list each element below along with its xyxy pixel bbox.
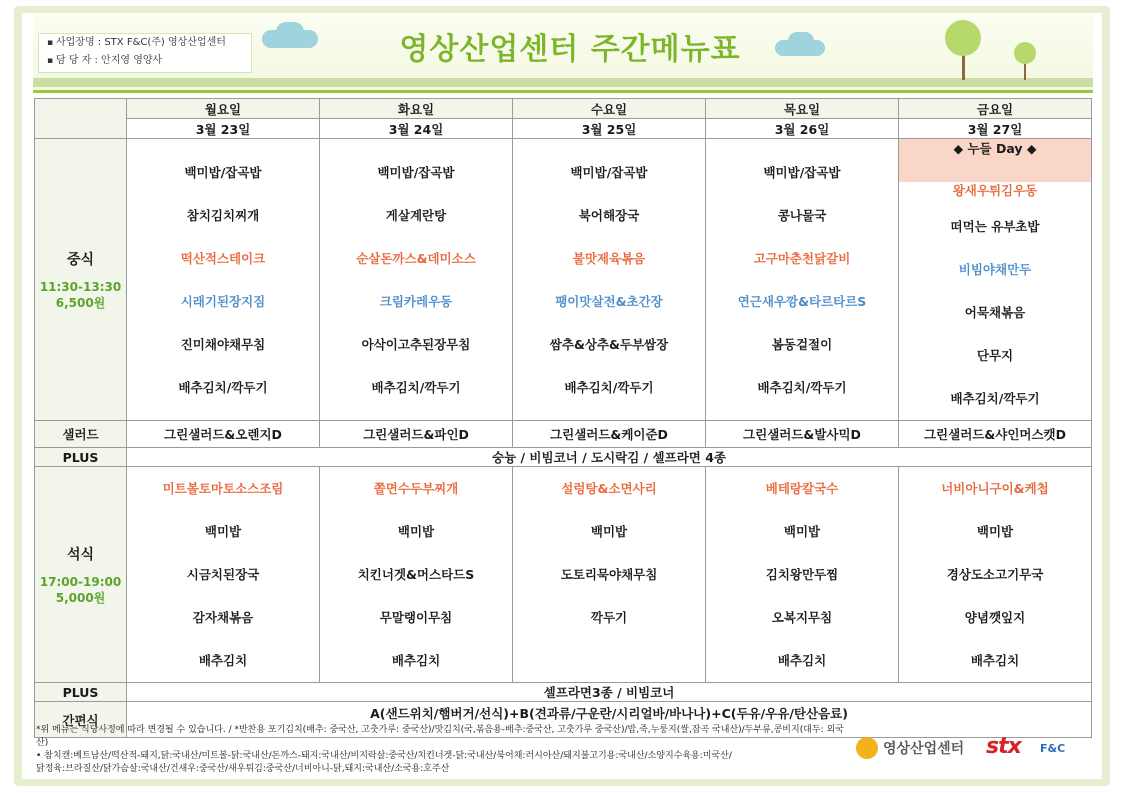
manager-label: ▪ 담 당 자 : 안지영 영양사 bbox=[47, 52, 251, 70]
dinner-mon bbox=[127, 467, 320, 683]
salad-item: 그린샐러드&파인D bbox=[320, 421, 513, 448]
menu-item: 떠먹는 유부초밥 bbox=[950, 219, 1040, 234]
lunch-mon bbox=[127, 139, 320, 421]
menu-item: 백미밥/잡곡밥 bbox=[763, 164, 841, 180]
menu-item: 배추김치/깍두기 bbox=[371, 379, 461, 395]
plus-label: PLUS bbox=[35, 683, 127, 702]
menu-item: 깍두기 bbox=[590, 610, 628, 625]
day-header: 수요일 bbox=[513, 99, 706, 119]
menu-item: 콩나물국 bbox=[777, 207, 827, 223]
day-header: 월요일 bbox=[127, 99, 320, 119]
menu-item: 백미밥 bbox=[204, 524, 242, 539]
menu-item: 설렁탕&소면사리 bbox=[561, 481, 657, 496]
salad-item: 그린샐러드&오렌지D bbox=[127, 421, 320, 448]
dinner-thu bbox=[706, 467, 899, 683]
menu-item: 양념깻잎지 bbox=[964, 610, 1026, 625]
day-header: 화요일 bbox=[320, 99, 513, 119]
lunch-price: 6,500원 bbox=[55, 295, 106, 310]
footnote-line: 닭정육:브라질산/닭가슴살:국내산/건새우:중국산/새우튀김:중국산/너비아니-닭,돼지:국내산/소국용:호주산 bbox=[36, 764, 450, 774]
menu-item: 배추김치/깍두기 bbox=[757, 379, 847, 395]
date-header: 3월 26일 bbox=[706, 119, 899, 139]
header-grass bbox=[33, 78, 1093, 87]
dinner-wed bbox=[513, 467, 706, 683]
salad-label: 샐러드 bbox=[35, 421, 127, 448]
lunch-fri bbox=[899, 139, 1092, 421]
menu-item: 오복지무침 bbox=[771, 610, 833, 625]
menu-item: 아삭이고추된장무침 bbox=[361, 336, 471, 352]
lunch-time: 11:30-13:30 bbox=[39, 279, 122, 294]
menu-item: 배추김치/깍두기 bbox=[564, 379, 654, 395]
menu-table bbox=[34, 98, 1092, 738]
info-box bbox=[38, 33, 252, 73]
corner-cell bbox=[35, 99, 127, 139]
menu-item: 쫄면수두부찌개 bbox=[373, 481, 459, 496]
dinner-price: 5,000원 bbox=[55, 590, 106, 605]
menu-item: 시래기된장지짐 bbox=[180, 293, 266, 309]
center-logo-text: 영상산업센터 bbox=[883, 741, 965, 757]
menu-item: 너비아니구이&케첩 bbox=[941, 481, 1049, 496]
noodle-day-badge: ◆ 누들 Day ◆ bbox=[899, 139, 1091, 182]
date-header: 3월 24일 bbox=[320, 119, 513, 139]
menu-item: 치킨너겟&머스타드S bbox=[357, 567, 475, 582]
center-logo-icon bbox=[856, 737, 878, 759]
menu-item: 미트볼토마토소스조림 bbox=[162, 481, 284, 496]
plus-items: 셀프라면3종 / 비빔코너 bbox=[127, 683, 1092, 702]
menu-item: 백미밥 bbox=[397, 524, 435, 539]
menu-item: 시금치된장국 bbox=[186, 567, 260, 582]
day-header: 금요일 bbox=[899, 99, 1092, 119]
site-label: ▪ 사업장명 : STX F&C(주) 영상산업센터 bbox=[47, 34, 251, 52]
menu-item: 무말랭이무침 bbox=[379, 610, 453, 625]
salad-item: 그린샐러드&발사믹D bbox=[706, 421, 899, 448]
tree-icon bbox=[945, 20, 981, 56]
menu-item: 연근새우깡&타르타르S bbox=[737, 293, 867, 309]
menu-item: 배추김치 bbox=[777, 653, 827, 668]
stx-logo: stx bbox=[986, 734, 1021, 759]
day-header: 목요일 bbox=[706, 99, 899, 119]
menu-item: 팽이맛살전&초간장 bbox=[555, 293, 663, 309]
menu-item: 백미밥 bbox=[976, 524, 1014, 539]
menu-item: 경상도소고기무국 bbox=[946, 567, 1044, 582]
footnote-line: *위 메뉴는 식당사정에 따라 변경될 수 있습니다. / *반찬용 포기김치(배추: 중국산, 고춧가루: 중국산)/맛김치(국,볶음용-배추:중국산, 고춧가루 중국산)/밥,죽,누룽지(쌀,잡곡 국내산)/두부류,콩비지(대두: 외국산) bbox=[36, 725, 844, 748]
salad-item: 그린샐러드&샤인머스캣D bbox=[899, 421, 1092, 448]
menu-item: 왕새우튀김우동 bbox=[952, 183, 1038, 198]
menu-item: 불맛제육볶음 bbox=[572, 250, 646, 266]
menu-item: 참치김치찌개 bbox=[186, 207, 260, 223]
date-header: 3월 27일 bbox=[899, 119, 1092, 139]
lunch-wed bbox=[513, 139, 706, 421]
menu-item: 백미밥 bbox=[783, 524, 821, 539]
tree-icon bbox=[1014, 42, 1036, 64]
dinner-tue bbox=[320, 467, 513, 683]
menu-item: 김치왕만두찜 bbox=[765, 567, 839, 582]
menu-item: 감자채볶음 bbox=[192, 610, 254, 625]
menu-item: 배추김치 bbox=[198, 653, 248, 668]
snack-label: 간편식 bbox=[35, 702, 127, 738]
dinner-fri bbox=[899, 467, 1092, 683]
date-header: 3월 23일 bbox=[127, 119, 320, 139]
menu-item: 떡산적스테이크 bbox=[180, 250, 266, 266]
footnotes bbox=[36, 724, 856, 776]
lunch-label-cell bbox=[35, 139, 127, 421]
menu-item: 백미밥/잡곡밥 bbox=[184, 164, 262, 180]
dinner-label-cell bbox=[35, 467, 127, 683]
menu-item: 배추김치 bbox=[970, 653, 1020, 668]
menu-item: 배추김치/깍두기 bbox=[178, 379, 268, 395]
menu-item: 단무지 bbox=[976, 348, 1014, 363]
menu-item: 배추김치 bbox=[391, 653, 441, 668]
page-title: 영상산업센터 주간메뉴표 bbox=[399, 32, 741, 67]
fnc-logo: F&C bbox=[1040, 742, 1066, 755]
lunch-label: 중식 bbox=[66, 251, 95, 268]
date-header: 3월 25일 bbox=[513, 119, 706, 139]
menu-item: 크림카레우동 bbox=[379, 293, 453, 309]
menu-item: 북어해장국 bbox=[578, 207, 640, 223]
menu-item: 백미밥 bbox=[590, 524, 628, 539]
plus-label: PLUS bbox=[35, 448, 127, 467]
menu-item: 순살돈까스&데미소스 bbox=[356, 250, 476, 266]
menu-item: 게살계란탕 bbox=[385, 207, 447, 223]
menu-item bbox=[513, 639, 705, 682]
menu-item: 쌈추&상추&두부쌈장 bbox=[549, 336, 669, 352]
footnote-line: • 참치캔:베트남산/떡산적-돼지,닭:국내산/미트볼-닭:국내산/돈까스-돼지:국내산/비지락살:중국산/치킨너겟-닭:국내산/북어채:러시아산/돼지불고기용:국내산/소양지수육용:미국산/ bbox=[36, 751, 732, 761]
snack-items: A(샌드위치/햄버거/선식)+B(견과류/구운란/시리얼바/바나나)+C(두유/우유/탄산음료) bbox=[127, 702, 1092, 738]
menu-item: 백미밥/잡곡밥 bbox=[377, 164, 455, 180]
lunch-thu bbox=[706, 139, 899, 421]
dinner-label: 석식 bbox=[66, 546, 95, 563]
plus-items: 숭늉 / 비빔코너 / 도시락김 / 셀프라면 4종 bbox=[127, 448, 1092, 467]
menu-item: 고구마춘천닭갈비 bbox=[753, 250, 851, 266]
menu-item: 비빔야채만두 bbox=[958, 262, 1032, 277]
menu-item: 백미밥/잡곡밥 bbox=[570, 164, 648, 180]
salad-item: 그린샐러드&케이준D bbox=[513, 421, 706, 448]
menu-item: 베테랑칼국수 bbox=[765, 481, 839, 496]
menu-item: 진미채야채무침 bbox=[180, 336, 266, 352]
lunch-tue bbox=[320, 139, 513, 421]
menu-item: 배추김치/깍두기 bbox=[950, 391, 1040, 406]
menu-item: 어묵채볶음 bbox=[964, 305, 1026, 320]
menu-item: 도토리묵야채무침 bbox=[560, 567, 658, 582]
dinner-time: 17:00-19:00 bbox=[39, 574, 122, 589]
menu-item: 봄동겉절이 bbox=[771, 336, 833, 352]
